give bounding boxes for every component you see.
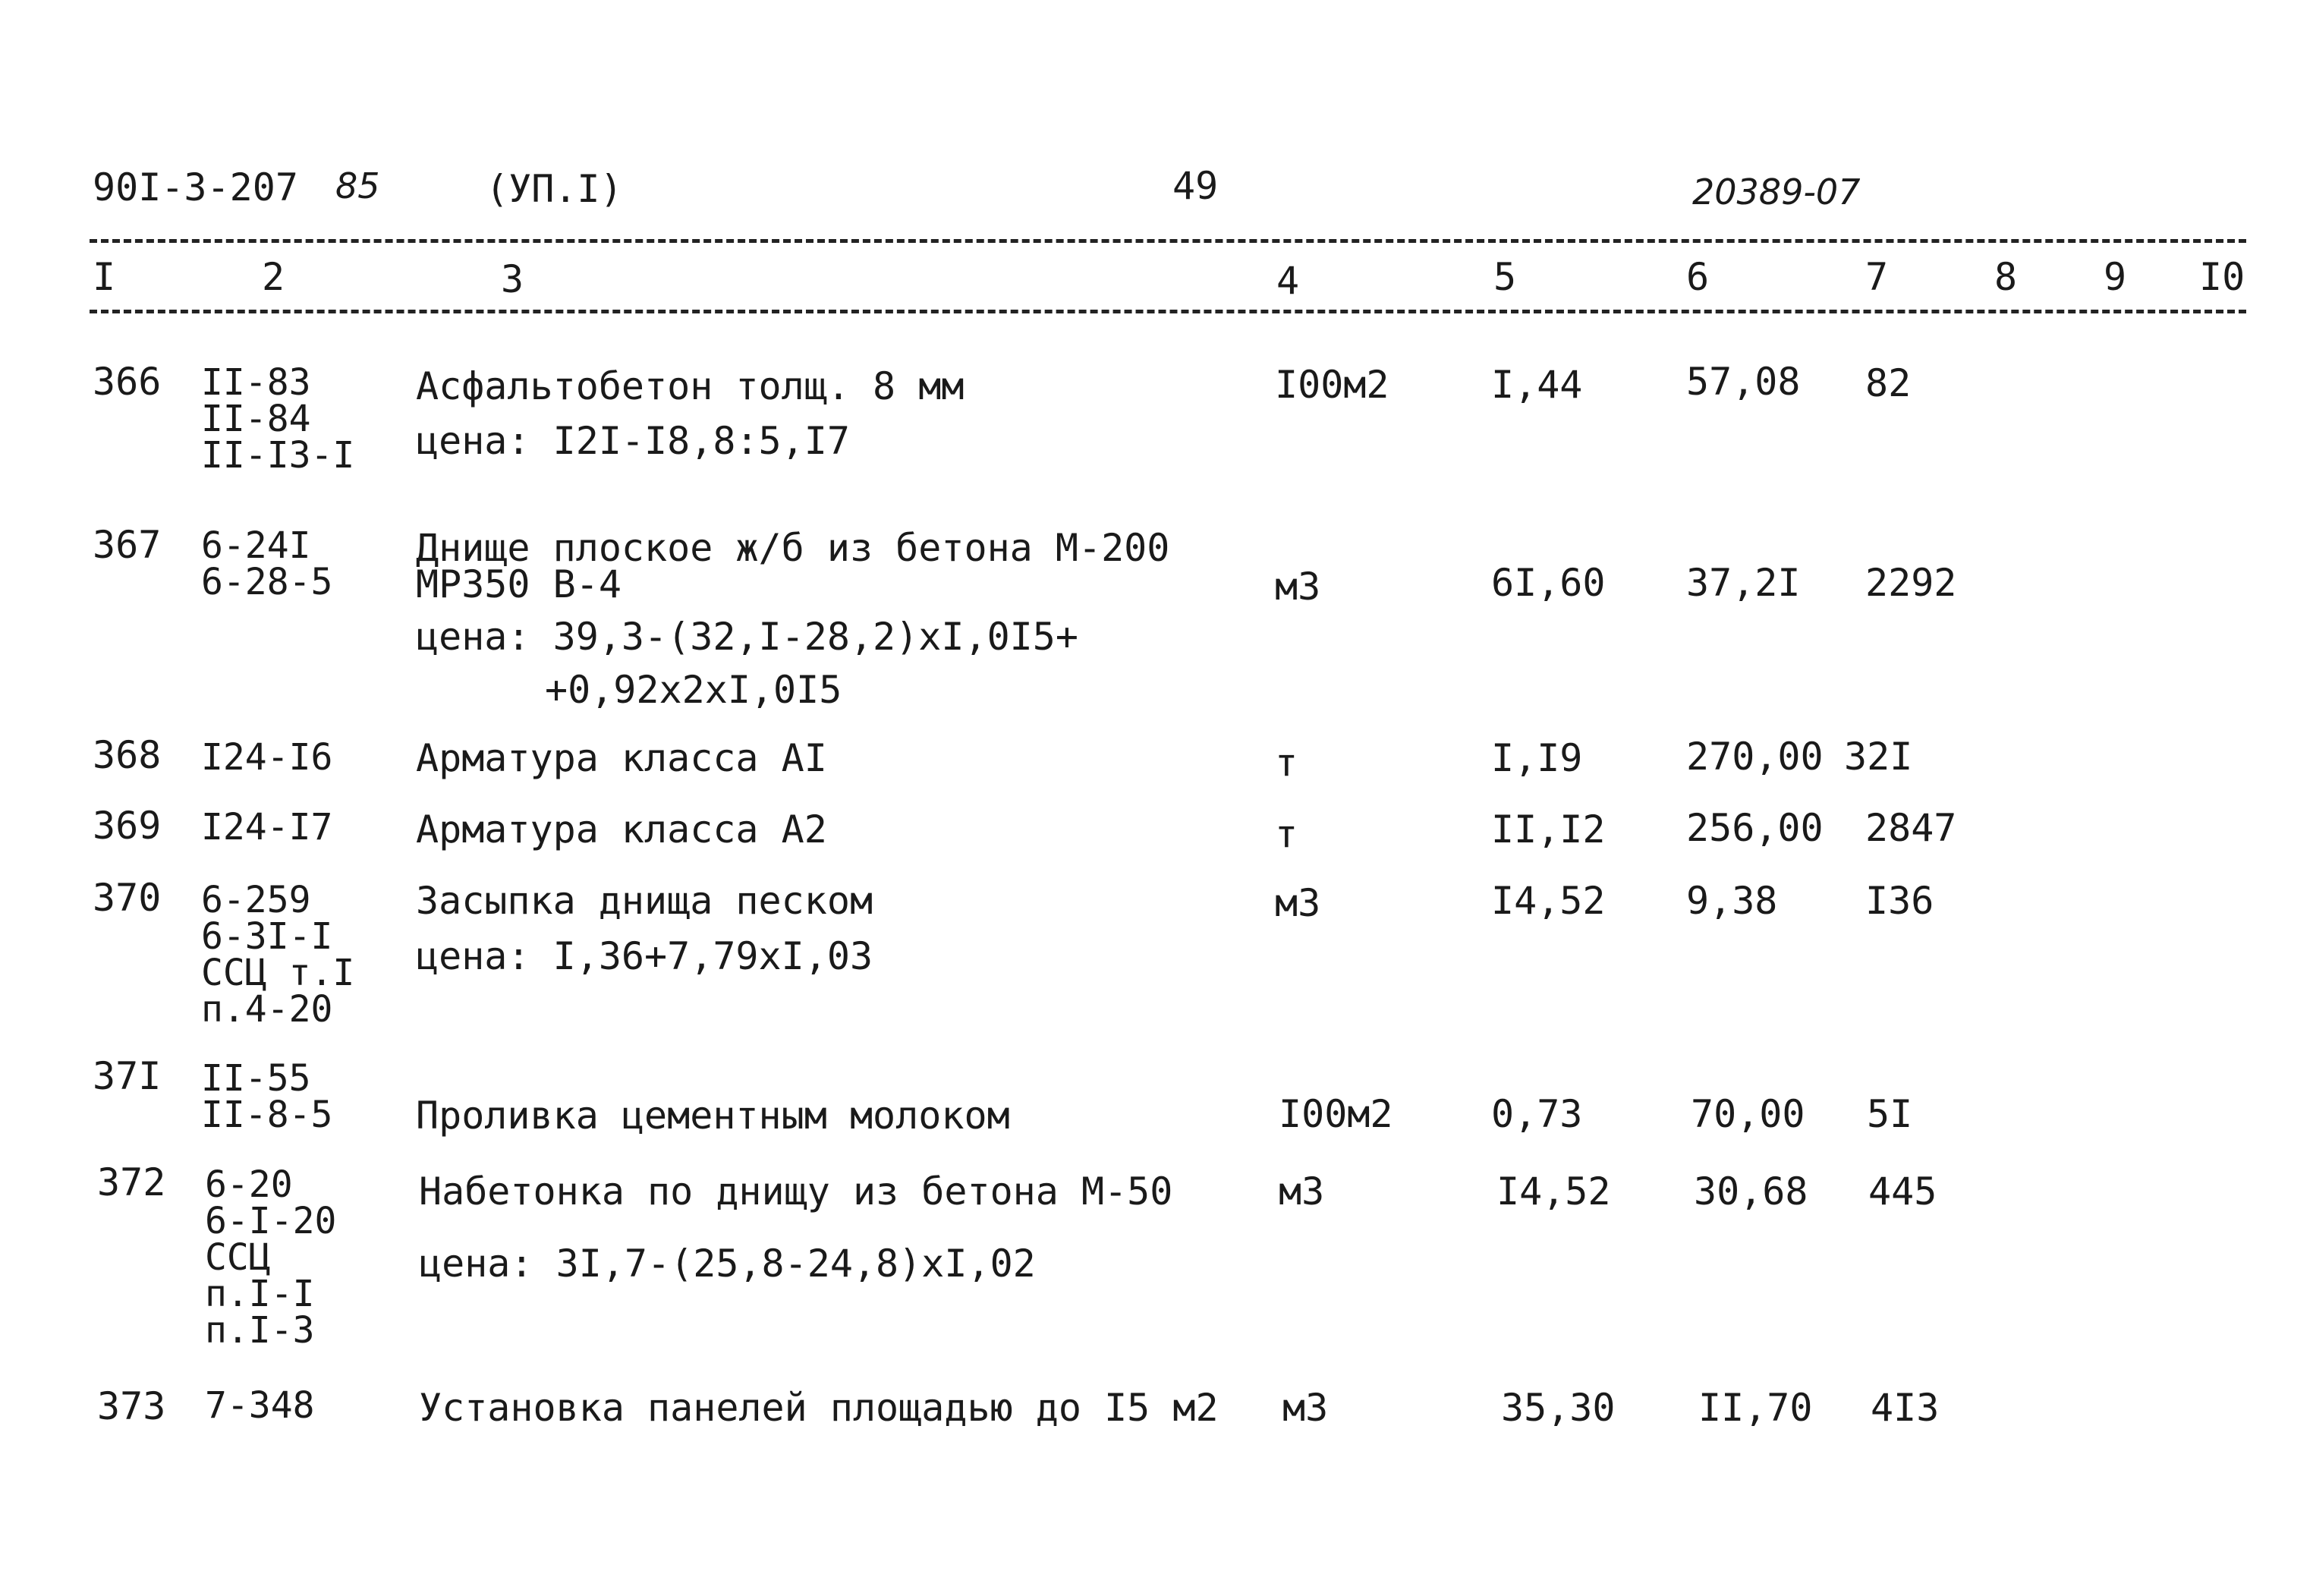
row-total: I36 — [1865, 879, 1934, 923]
code-line: 6-I-20 — [205, 1200, 337, 1242]
code-line: II-8-5 — [201, 1094, 333, 1136]
row-unit: м3 — [1279, 1169, 1325, 1214]
row-description: Установка панелей площадью до I5 м2 — [419, 1386, 1219, 1430]
row-description: Днище плоское ж/б из бетона М-200 — [416, 526, 1170, 570]
row-description: Проливка цементным молоком — [416, 1094, 1010, 1138]
row-quantity: 35,30 — [1501, 1386, 1616, 1430]
column-header-9: 9 — [2104, 255, 2127, 299]
row-number: 370 — [93, 876, 162, 920]
row-description-cont: МРЗ50 В-4 — [416, 562, 622, 606]
row-unit-price: 57,08 — [1686, 360, 1801, 404]
header-top-rule — [90, 239, 2246, 243]
row-number: 367 — [93, 523, 162, 567]
row-unit-price: 70,00 — [1691, 1092, 1805, 1136]
code-line: II-84 — [201, 398, 311, 440]
inventory-number: 20389-07 — [1692, 172, 1861, 212]
row-unit: т — [1275, 812, 1298, 856]
row-quantity: I,I9 — [1491, 736, 1583, 780]
row-number: 372 — [97, 1160, 166, 1204]
row-description: Арматура класса АI — [416, 736, 827, 780]
code-line: 6-28-5 — [201, 561, 333, 603]
row-price-formula: цена: 3I,7-(25,8-24,8)хI,02 — [419, 1242, 1036, 1286]
header-bottom-rule — [90, 310, 2246, 313]
row-description: Асфальтобетон толщ. 8 мм — [416, 364, 965, 408]
row-number: 373 — [97, 1384, 166, 1428]
row-quantity: 6I,60 — [1491, 561, 1606, 605]
row-total: 2292 — [1865, 561, 1957, 605]
code-line: ССЦ т.I — [201, 952, 355, 994]
column-header-7: 7 — [1865, 255, 1889, 299]
code-line: 6-20 — [205, 1163, 293, 1206]
code-line: 6-24I — [201, 524, 311, 567]
row-codes — [205, 1163, 337, 1352]
row-codes: I24-I7 — [201, 806, 333, 848]
row-quantity: I4,52 — [1491, 879, 1606, 923]
row-quantity: 0,73 — [1491, 1092, 1583, 1136]
code-line: п.4-20 — [201, 988, 333, 1031]
row-total: 82 — [1865, 361, 1912, 405]
row-unit: I00м2 — [1279, 1092, 1393, 1136]
row-total: 4I3 — [1871, 1386, 1940, 1430]
row-number: 366 — [93, 360, 162, 404]
row-codes: I24-I6 — [201, 736, 333, 779]
row-unit-price: 30,68 — [1694, 1169, 1808, 1214]
code-line: 6-259 — [201, 879, 311, 921]
row-codes — [201, 524, 333, 603]
document-code: 90I-3-207 — [93, 165, 298, 209]
row-description: Арматура класса А2 — [416, 807, 827, 852]
code-line: п.I-I — [205, 1273, 315, 1315]
row-codes: 7-348 — [205, 1384, 315, 1427]
row-price-formula-cont: +0,92х2хI,0I5 — [545, 668, 842, 712]
row-price-formula: цена: I2I-I8,8:5,I7 — [416, 419, 850, 463]
row-price-formula: цена: I,36+7,79хI,03 — [416, 934, 873, 978]
row-total: 5I — [1867, 1092, 1913, 1136]
row-unit: м3 — [1282, 1386, 1329, 1430]
row-unit: м3 — [1275, 565, 1321, 609]
row-quantity: I,44 — [1491, 363, 1583, 407]
row-description: Набетонка по днищу из бетона М-50 — [419, 1169, 1173, 1214]
column-header-6: 6 — [1686, 255, 1710, 299]
column-header-10: I0 — [2199, 255, 2245, 299]
row-total: 32I — [1844, 735, 1913, 779]
code-line: II-83 — [201, 361, 311, 404]
row-unit-price: 256,00 — [1686, 806, 1824, 850]
row-quantity: I4,52 — [1496, 1169, 1611, 1214]
row-codes — [201, 361, 355, 477]
row-unit: м3 — [1275, 881, 1321, 925]
row-total: 445 — [1868, 1169, 1937, 1214]
row-quantity: II,I2 — [1491, 807, 1606, 852]
row-unit-price: 9,38 — [1686, 879, 1778, 923]
row-price-formula: цена: 39,3-(32,I-28,2)хI,0I5+ — [416, 615, 1078, 659]
row-unit-price: 37,2I — [1686, 561, 1801, 605]
row-unit: I00м2 — [1275, 363, 1389, 407]
column-header-4: 4 — [1276, 259, 1300, 303]
row-number: 37I — [93, 1054, 162, 1098]
code-line: II-I3-I — [201, 434, 355, 477]
page-number: 49 — [1172, 164, 1219, 208]
code-line: 6-3I-I — [201, 915, 333, 958]
album-number: (УП.I) — [486, 167, 623, 211]
row-description: Засыпка днища песком — [416, 879, 873, 923]
column-header-3: 3 — [501, 257, 524, 301]
code-line: п.I-3 — [205, 1309, 315, 1352]
row-total: 2847 — [1865, 806, 1957, 850]
column-header-8: 8 — [1994, 255, 2018, 299]
row-codes — [201, 1057, 333, 1136]
code-line: II-55 — [201, 1057, 311, 1100]
row-codes — [201, 879, 355, 1031]
column-header-5: 5 — [1493, 255, 1517, 299]
column-header-2: 2 — [262, 255, 285, 299]
row-unit: т — [1275, 741, 1298, 785]
row-unit-price: II,70 — [1698, 1386, 1813, 1430]
row-number: 368 — [93, 733, 162, 777]
code-line: ССЦ — [205, 1236, 271, 1279]
row-number: 369 — [93, 804, 162, 848]
row-unit-price: 270,00 — [1686, 735, 1824, 779]
document-code-handwritten: 85 — [335, 165, 380, 206]
column-header-1: I — [93, 255, 116, 299]
